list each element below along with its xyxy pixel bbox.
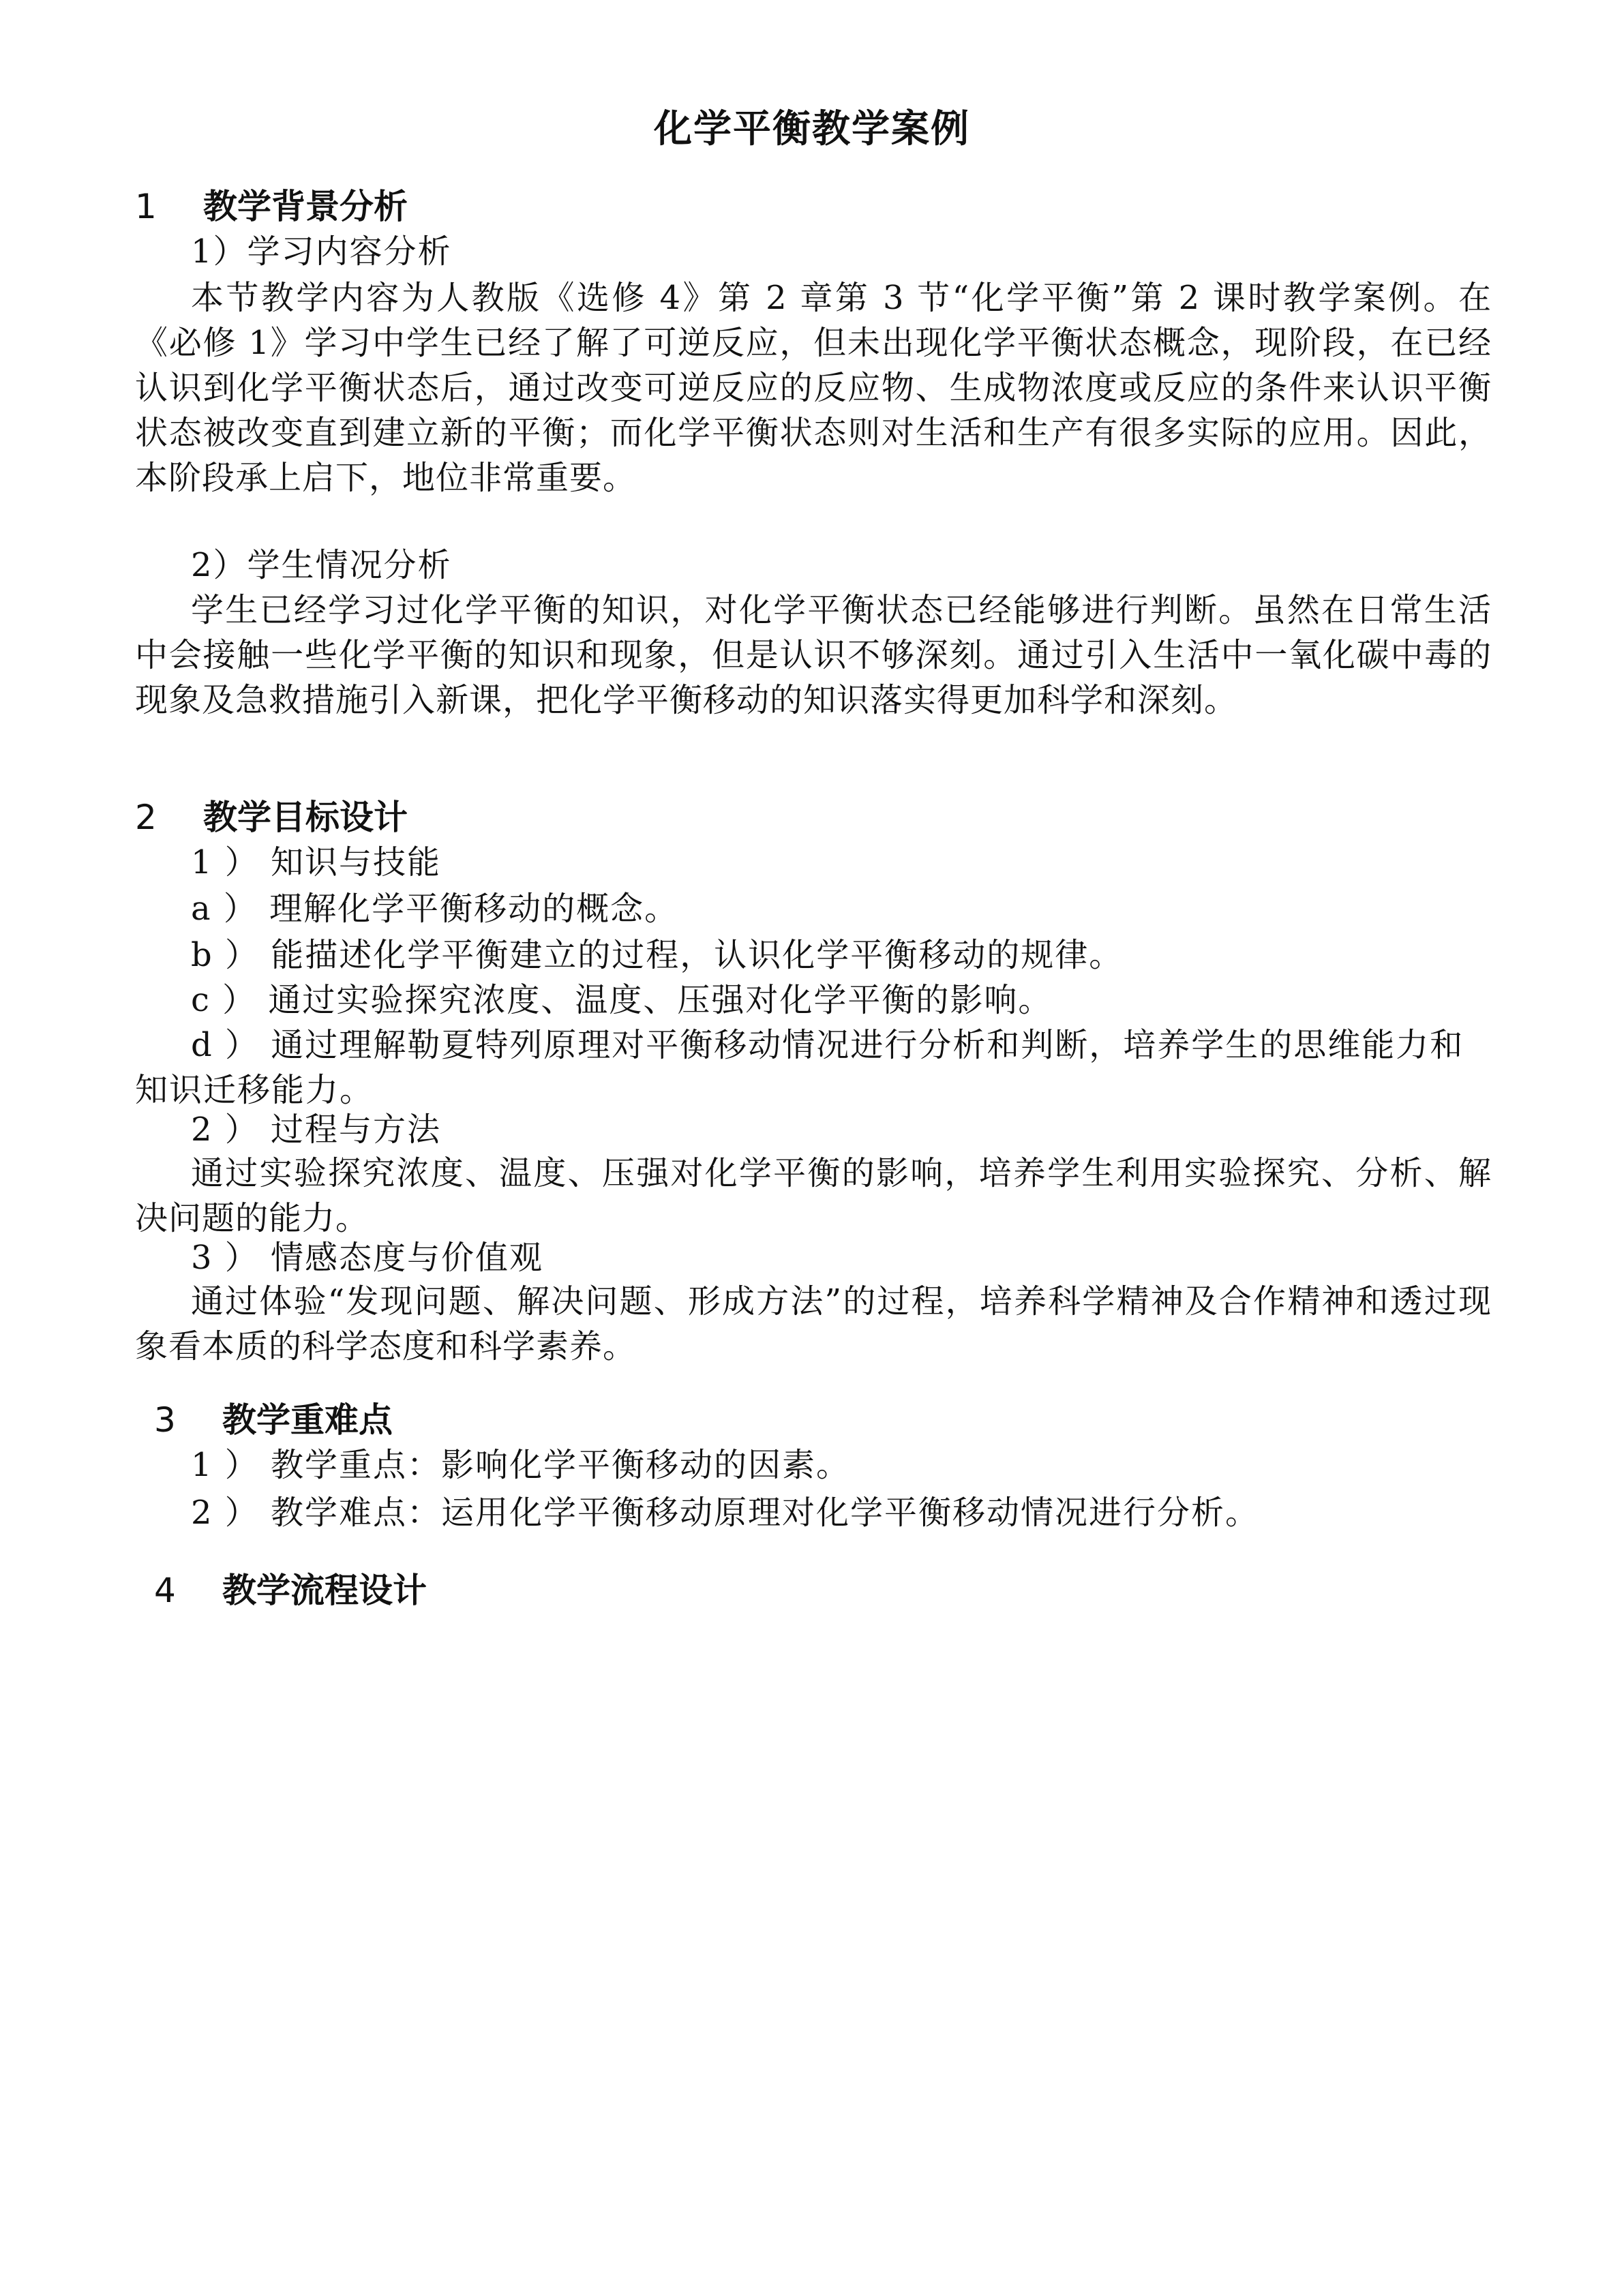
section-number: 1 xyxy=(135,187,157,226)
section-number: 4 xyxy=(154,1571,176,1610)
subsection-student-analysis: 2）学生情况分析 xyxy=(191,546,452,584)
paragraph-content-analysis: 本节教学内容为人教版《选修 4》第 2 章第 3 节“化学平衡”第 2 课时教学案例。在《必修 1》学习中学生已经了解了可逆反应，但未出现化学平衡状态概念，现阶段，在已经认识到化学平衡状态后，通过改变可逆反应的反应物、生成物浓度或反应的条件来认识平衡状态被改变直到建立新的平衡；而化学平衡状态则对生活和生产有很多实际的应用。因此，本阶段承上启下，地位非常重要。 xyxy=(135,279,1492,497)
subsection-content-analysis: 1）学习内容分析 xyxy=(191,232,452,271)
subsection-emotion-values: 3 ） 情感态度与价值观 xyxy=(191,1239,544,1277)
objective-a: a ） 理解化学平衡移动的概念。 xyxy=(191,890,679,928)
objective-c: c ） 通过实验探究浓度、温度、压强对化学平衡的影响。 xyxy=(191,981,1053,1019)
subsection-knowledge-skills: 1 ） 知识与技能 xyxy=(191,843,442,881)
section-title: 教学背景分析 xyxy=(203,187,408,226)
section-1-heading xyxy=(135,183,408,230)
objective-d: d ） 通过理解勒夏特列原理对平衡移动情况进行分析和判断，培养学生的思维能力和知识迁移能力。 xyxy=(135,1026,1464,1109)
section-3-heading xyxy=(154,1396,393,1444)
document-title: 化学平衡教学案例 xyxy=(654,107,970,151)
paragraph-process-method: 通过实验探究浓度、温度、压强对化学平衡的影响，培养学生利用实验探究、分析、解决问题的能力。 xyxy=(135,1154,1492,1237)
section-title: 教学重难点 xyxy=(222,1400,393,1440)
objective-b: b ） 能描述化学平衡建立的过程，认识化学平衡移动的规律。 xyxy=(191,936,1124,974)
difficult-point: 2 ） 教学难点：运用化学平衡移动原理对化学平衡移动情况进行分析。 xyxy=(191,1494,1260,1532)
key-point: 1 ） 教学重点：影响化学平衡移动的因素。 xyxy=(191,1446,851,1484)
section-4-heading xyxy=(154,1567,427,1614)
section-number: 2 xyxy=(135,798,157,837)
section-number: 3 xyxy=(154,1400,176,1440)
paragraph-emotion-values: 通过体验“发现问题、解决问题、形成方法”的过程，培养科学精神及合作精神和透过现象看本质的科学态度和科学素养。 xyxy=(135,1282,1492,1365)
section-title: 教学流程设计 xyxy=(222,1571,427,1610)
subsection-process-method: 2 ） 过程与方法 xyxy=(191,1111,442,1149)
paragraph-student-analysis: 学生已经学习过化学平衡的知识，对化学平衡状态已经能够进行判断。虽然在日常生活中会接触一些化学平衡的知识和现象，但是认识不够深刻。通过引入生活中一氧化碳中毒的现象及急救措施引入新课，把化学平衡移动的知识落实得更加科学和深刻。 xyxy=(135,591,1492,719)
section-2-heading xyxy=(135,794,408,841)
section-title: 教学目标设计 xyxy=(203,798,408,837)
